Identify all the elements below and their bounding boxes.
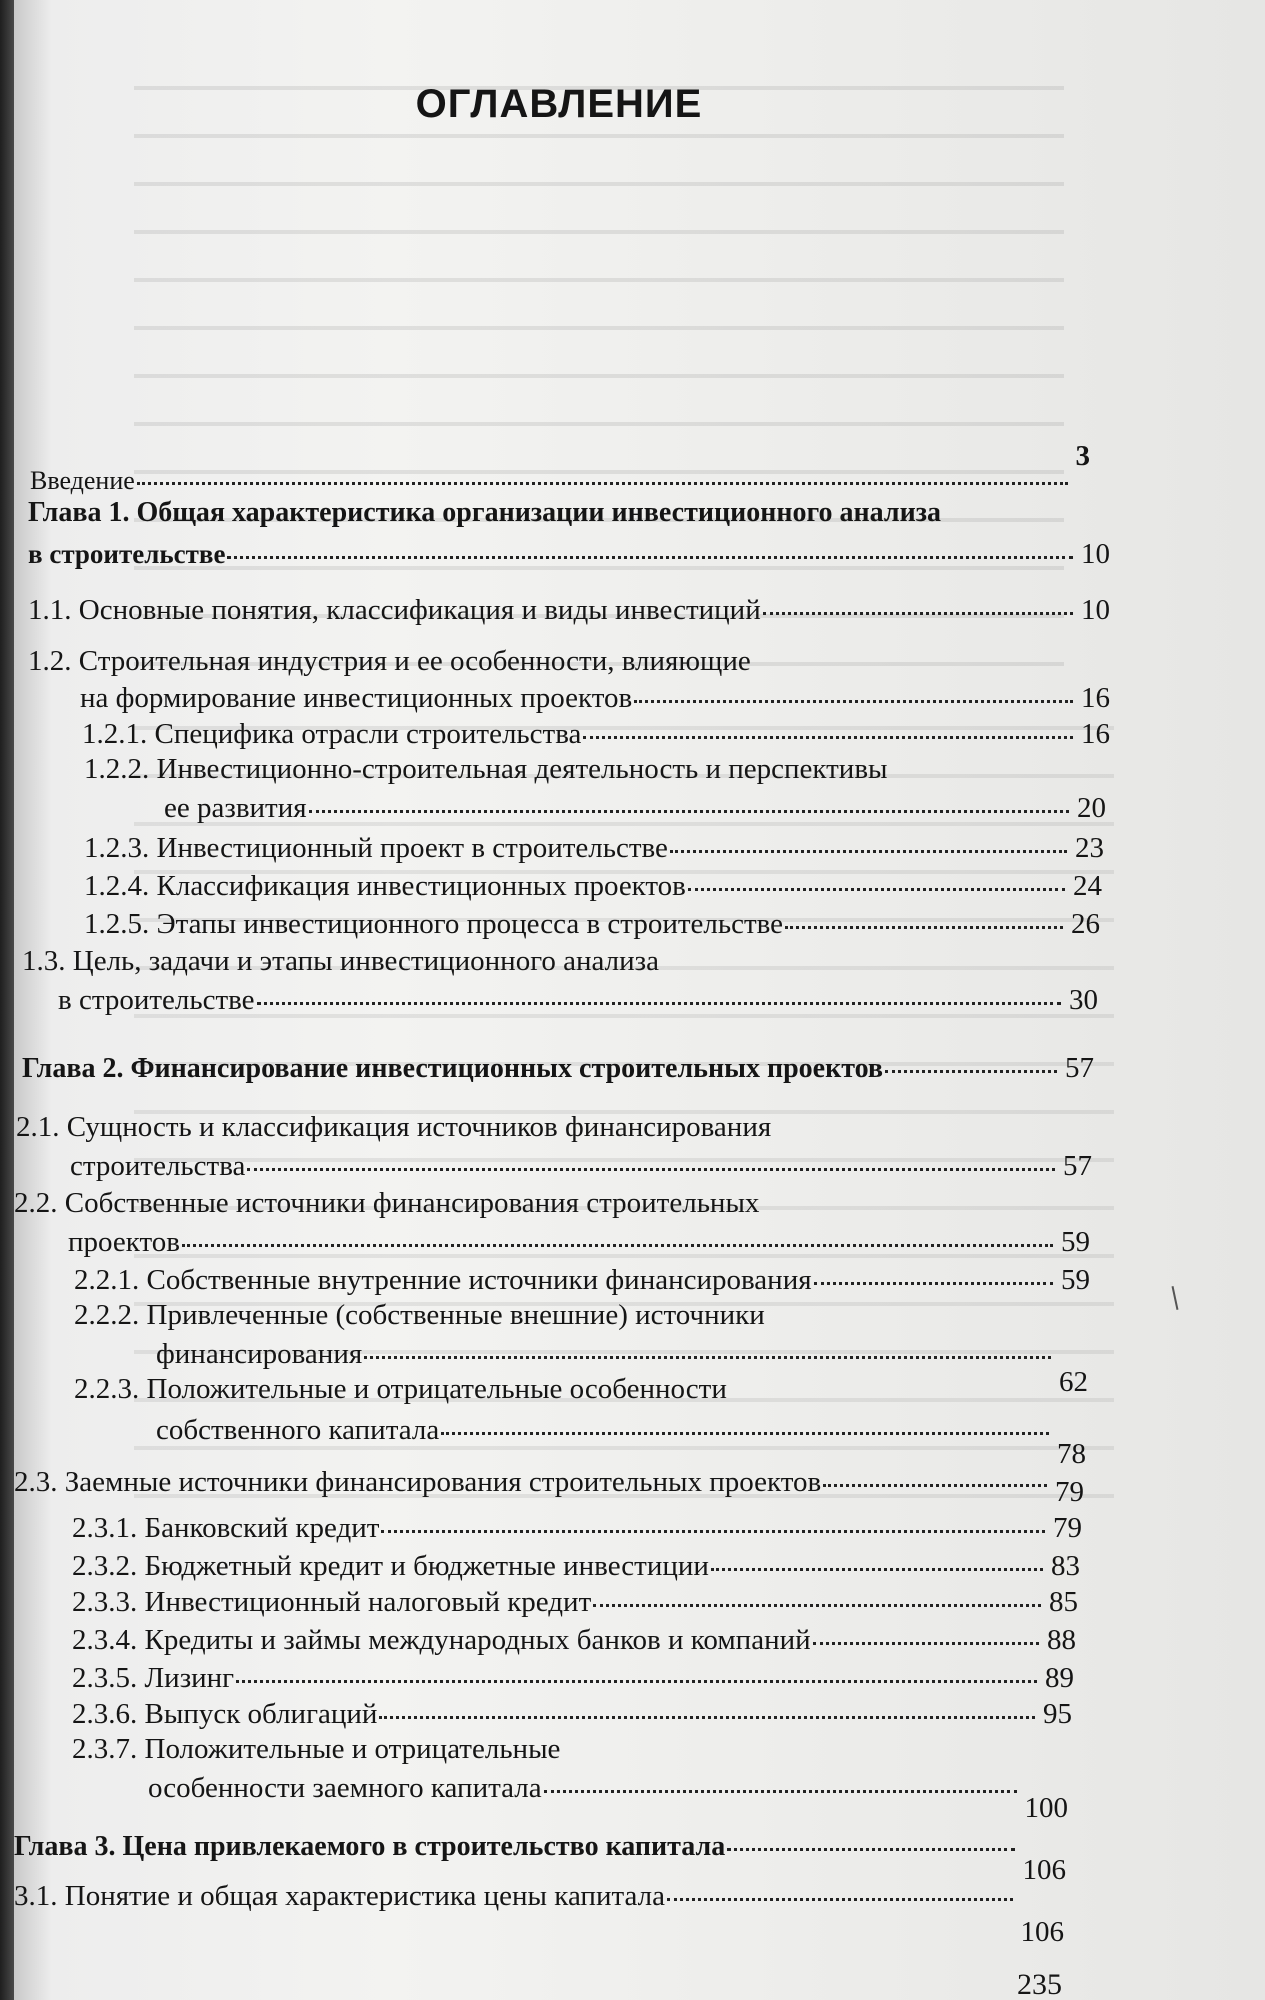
leader-dots	[247, 1142, 1055, 1171]
entry-page: 16	[1081, 682, 1110, 714]
toc-entry[interactable]	[84, 866, 1102, 903]
toc-entry[interactable]	[68, 1222, 1090, 1259]
leader-dots	[182, 1218, 1053, 1247]
entry-title: 3.1. Понятие и общая характеристика цены капитала	[14, 1880, 665, 1912]
entry-page: 10	[1081, 594, 1110, 626]
leader-dots	[137, 456, 1068, 485]
entry-title: 1.2. Строительная индустрия и ее особенности, влияющие	[28, 645, 751, 677]
page-title: ОГЛАВЛЕНИЕ	[415, 82, 703, 126]
leader-dots	[379, 1690, 1035, 1719]
leader-dots	[309, 784, 1069, 813]
toc-entry[interactable]	[72, 1694, 1072, 1731]
toc-entry[interactable]	[156, 1410, 1086, 1470]
entry-title: Глава 1. Общая характеристика организации инвестиционного анализа	[28, 497, 941, 528]
entry-title: проектов	[68, 1226, 180, 1258]
entry-page: 59	[1061, 1226, 1090, 1258]
toc-entry[interactable]	[84, 904, 1100, 941]
toc-entry[interactable]	[30, 440, 1090, 498]
entry-page: 88	[1047, 1624, 1076, 1656]
entry-page: 23	[1075, 832, 1104, 864]
entry-title: 2.2.1. Собственные внутренние источники финансирования	[74, 1264, 812, 1296]
leader-dots	[634, 674, 1073, 703]
entry-title: 2.3.5. Лизинг	[72, 1662, 235, 1694]
entry-page: 62	[1059, 1366, 1088, 1398]
leader-dots	[441, 1406, 1049, 1435]
toc-entry[interactable]	[16, 1110, 771, 1144]
entry-title: 2.3. Заемные источники финансирования строительных проектов	[14, 1466, 822, 1498]
entry-title: 2.3.4. Кредиты и займы международных банков и компаний	[72, 1624, 811, 1656]
entry-page: 24	[1073, 870, 1102, 902]
leader-dots	[667, 1872, 1013, 1901]
toc-entry[interactable]	[22, 944, 659, 978]
leader-dots	[544, 1764, 1017, 1793]
toc-entry[interactable]	[164, 788, 1106, 825]
entry-page: 85	[1049, 1586, 1078, 1618]
entry-page: 78	[1057, 1438, 1086, 1470]
toc-entry[interactable]	[74, 1260, 1090, 1297]
leader-dots	[583, 710, 1073, 739]
entry-title: Глава 3. Цена привлекаемого в строительство капитала	[14, 1831, 726, 1862]
page-number: 235	[1017, 1968, 1062, 2000]
entry-page: 20	[1077, 792, 1106, 824]
book-spine-shadow	[0, 0, 14, 2000]
toc-entry[interactable]	[70, 1146, 1092, 1183]
entry-title: особенности заемного капитала	[148, 1772, 542, 1804]
entry-page: 26	[1071, 908, 1100, 940]
entry-title: ее развития	[164, 792, 307, 824]
toc-entry[interactable]	[28, 644, 751, 678]
toc-entry[interactable]	[58, 980, 1098, 1017]
entry-page: 95	[1043, 1698, 1072, 1730]
toc-entry[interactable]	[28, 590, 1110, 627]
toc-entry[interactable]	[82, 714, 1110, 751]
entry-page: 30	[1069, 984, 1098, 1016]
toc-chapter[interactable]	[22, 1048, 1094, 1086]
entry-page: 100	[1024, 1792, 1068, 1824]
entry-title: 2.2. Собственные источники финансирования строительных	[14, 1187, 760, 1219]
toc-entry[interactable]	[72, 1508, 1082, 1545]
toc-entry[interactable]	[72, 1620, 1076, 1657]
entry-page: 106	[1022, 1854, 1066, 1886]
entry-title: 2.1. Сущность и классификация источников финансирования	[16, 1111, 772, 1143]
leader-dots	[814, 1256, 1053, 1285]
entry-page: 57	[1063, 1150, 1092, 1182]
entry-page: 89	[1045, 1662, 1074, 1694]
leader-dots	[227, 530, 1073, 559]
toc-entry[interactable]	[14, 1186, 759, 1220]
table-of-contents	[14, 0, 1265, 2000]
toc-entry[interactable]	[84, 828, 1104, 865]
entry-title: строительства	[70, 1150, 246, 1182]
entry-page: 16	[1081, 718, 1110, 750]
toc-entry[interactable]	[72, 1732, 560, 1766]
entry-page: 3	[1075, 440, 1090, 472]
leader-dots	[236, 1654, 1037, 1683]
book-page	[14, 0, 1265, 2000]
toc-entry[interactable]	[72, 1582, 1078, 1619]
entry-title: 2.2.3. Положительные и отрицательные особенности	[74, 1373, 727, 1405]
entry-title: Глава 2. Финансирование инвестиционных строительных проектов	[22, 1053, 884, 1084]
entry-page: 59	[1061, 1264, 1090, 1296]
leader-dots	[885, 1044, 1057, 1073]
entry-page: 57	[1065, 1052, 1094, 1084]
toc-chapter[interactable]	[28, 496, 941, 530]
leader-dots	[785, 900, 1063, 929]
leader-dots	[670, 824, 1067, 853]
entry-title: в строительстве	[28, 539, 226, 569]
toc-chapter[interactable]	[14, 1826, 1066, 1886]
entry-title: Введение	[30, 466, 135, 495]
toc-entry[interactable]	[14, 1876, 1064, 1948]
toc-entry[interactable]	[148, 1768, 1068, 1824]
entry-title: 1.2.3. Инвестиционный проект в строительстве	[84, 832, 668, 864]
entry-title: 2.3.6. Выпуск облигаций	[72, 1698, 378, 1730]
toc-entry[interactable]	[84, 752, 888, 786]
leader-dots	[823, 1458, 1047, 1487]
entry-page: 106	[1020, 1916, 1064, 1948]
entry-title: 1.3. Цель, задачи и этапы инвестиционного анализа	[22, 945, 659, 977]
entry-title: 2.3.7. Положительные и отрицательные	[72, 1733, 561, 1765]
entry-title: 1.2.5. Этапы инвестиционного процесса в строительстве	[84, 908, 784, 940]
entry-page: 79	[1055, 1476, 1084, 1508]
entry-title: 2.3.1. Банковский кредит	[72, 1512, 380, 1544]
entry-title: финансирования	[156, 1338, 363, 1370]
entry-title: 1.2.2. Инвестиционно-строительная деятельность и перспективы	[84, 753, 888, 785]
entry-title: на формирование инвестиционных проектов	[80, 682, 633, 714]
leader-dots	[813, 1616, 1039, 1645]
toc-entry[interactable]	[74, 1298, 765, 1332]
entry-title: 1.2.4. Классификация инвестиционных проектов	[84, 870, 686, 902]
leader-dots	[711, 1542, 1043, 1571]
leader-dots	[688, 862, 1065, 891]
entry-title: 1.2.1. Специфика отрасли строительства	[82, 718, 582, 750]
leader-dots	[727, 1822, 1014, 1851]
leader-dots	[381, 1504, 1045, 1533]
entry-title: в строительстве	[58, 984, 255, 1016]
entry-title: 2.3.2. Бюджетный кредит и бюджетные инвестиции	[72, 1550, 709, 1582]
toc-entry[interactable]	[74, 1372, 727, 1406]
entry-page: 83	[1051, 1550, 1080, 1582]
entry-page: 79	[1053, 1512, 1082, 1544]
entry-title: 2.2.2. Привлеченные (собственные внешние) источники	[74, 1299, 765, 1331]
leader-dots	[593, 1578, 1041, 1607]
entry-title: 1.1. Основные понятия, классификация и виды инвестиций	[28, 594, 761, 626]
leader-dots	[257, 976, 1061, 1005]
toc-entry[interactable]	[14, 1462, 1084, 1508]
entry-title: собственного капитала	[156, 1414, 440, 1446]
leader-dots	[364, 1330, 1051, 1359]
toc-entry[interactable]	[28, 534, 1110, 571]
entry-title: 2.3.3. Инвестиционный налоговый кредит	[72, 1586, 592, 1618]
leader-dots	[763, 586, 1073, 615]
entry-page: 10	[1081, 538, 1110, 570]
